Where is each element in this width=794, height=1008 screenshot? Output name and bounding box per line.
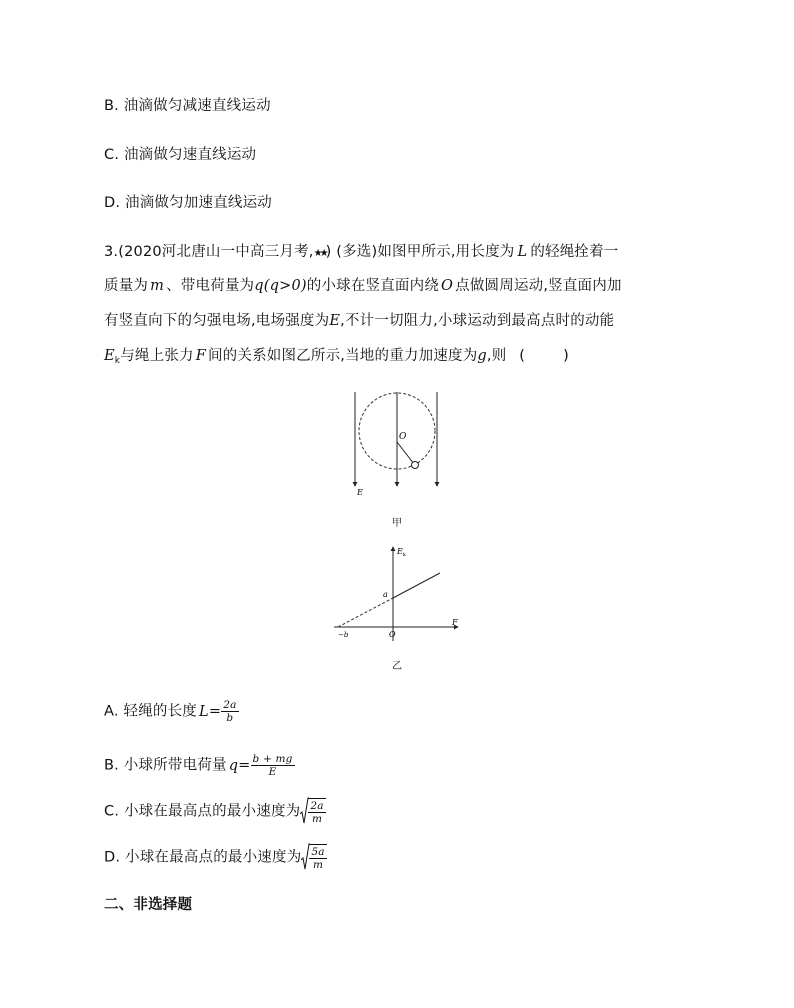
figure-yi xyxy=(330,541,470,651)
option-text: 油滴做匀加速直线运动 xyxy=(125,195,272,211)
label-a: a xyxy=(383,590,388,599)
ball xyxy=(412,462,419,469)
sqrt: $\frac{5a}{m}$ xyxy=(301,844,326,871)
difficulty-stars: ★★ xyxy=(313,248,326,259)
option-letter: C. xyxy=(104,147,120,163)
option-text: 油滴做匀速直线运动 xyxy=(123,147,257,163)
option-d-prev xyxy=(104,191,272,212)
option-letter: B. xyxy=(104,98,119,114)
fraction: $\frac{2a}{b}$ xyxy=(223,699,237,724)
option-letter: C. xyxy=(104,803,120,820)
answer-option-d[interactable] xyxy=(104,844,327,871)
option-text: 小球所带电荷量 xyxy=(123,757,227,774)
question-line-2: 质量为 m 、带电荷量为q(q>0)的小球在竖直面内绕 O 点做圆周运动,竖直面内加 xyxy=(104,278,622,294)
option-text: 小球在最高点的最小速度为 xyxy=(123,803,301,820)
option-letter: A. xyxy=(104,703,119,720)
option-b-prev xyxy=(104,94,271,115)
figure-jia xyxy=(330,384,460,534)
question-line-3: 有竖直向下的匀强电场,电场强度为E,不计一切阻力,小球运动到最高点时的动能 xyxy=(104,313,615,329)
label-O: O xyxy=(399,432,407,442)
answer-option-b[interactable]: B. 小球所带电荷量 q= $\frac{b + mg}{E}$ xyxy=(104,753,293,778)
section-title: 二、非选择题 xyxy=(104,897,193,913)
ek-f-line xyxy=(393,573,440,598)
question-source: (2020河北唐山一中高三月考, xyxy=(118,244,314,260)
label-Ek: $E_k$ xyxy=(397,547,406,558)
question-number: 3. xyxy=(104,244,119,260)
option-text: 轻绳的长度 xyxy=(123,703,197,720)
label-origin: O xyxy=(389,630,396,639)
question-line-4: $E_k$与绳上张力 F 间的关系如图乙所示,当地的重力加速度为g,则 ( ) xyxy=(104,348,569,366)
question-line-1: 3.(2020河北唐山一中高三月考,★★) (多选)如图甲所示,用长度为 L 的轻绳拴着一 xyxy=(104,244,619,260)
label-F: F xyxy=(452,618,458,627)
option-letter: D. xyxy=(104,195,121,211)
sqrt: $\frac{2a}{m}$ xyxy=(300,798,325,825)
caption-jia: 甲 xyxy=(392,518,402,529)
option-letter: D. xyxy=(104,849,121,866)
answer-option-c[interactable] xyxy=(104,798,326,825)
label-neg-b: −b xyxy=(338,631,349,639)
option-text: 小球在最高点的最小速度为 xyxy=(125,849,302,866)
answer-option-a[interactable]: A. 轻绳的长度 L= $\frac{2a}{b}$ xyxy=(104,699,237,724)
option-c-prev xyxy=(104,143,256,164)
extension-line xyxy=(338,598,393,627)
option-letter: B. xyxy=(104,757,119,774)
label-E: E xyxy=(357,488,363,497)
answer-blank[interactable]: ( ) xyxy=(519,348,569,364)
fraction: $\frac{b + mg}{E}$ xyxy=(252,753,293,778)
option-text: 油滴做匀减速直线运动 xyxy=(123,98,271,114)
caption-yi: 乙 xyxy=(392,661,402,672)
question-type: (多选) xyxy=(336,244,378,260)
rope xyxy=(397,442,414,464)
